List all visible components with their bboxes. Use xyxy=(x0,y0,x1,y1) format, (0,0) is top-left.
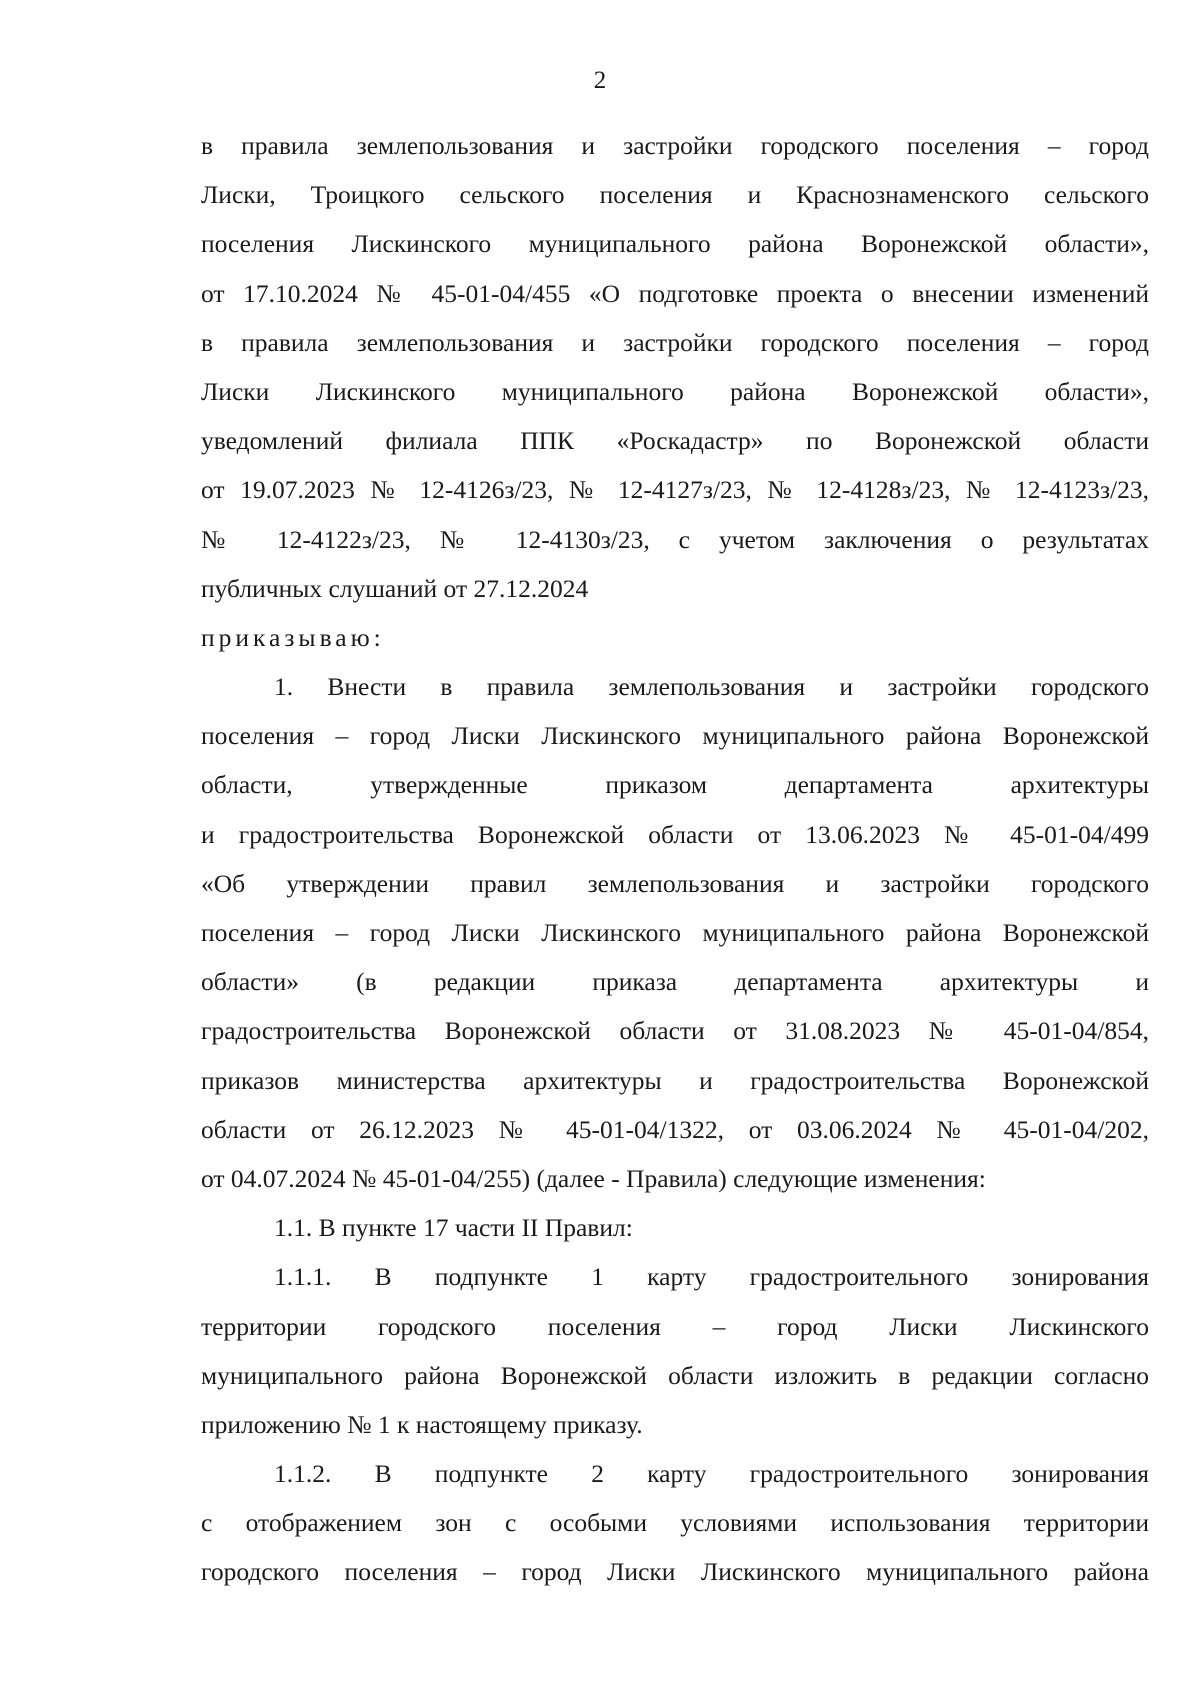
page-number: 2 xyxy=(593,67,607,94)
text-line: в правила землепользования и застройки городского поселения – город xyxy=(201,327,1149,357)
document-body xyxy=(201,121,1149,1597)
text-line: с отображением зон с особыми условиями использования территории xyxy=(201,1508,1149,1538)
text-line: городского поселения – город Лиски Лискинского муниципального района xyxy=(201,1557,1149,1587)
text-line: Лиски Лискинского муниципального района Воронежской области», xyxy=(201,376,1149,406)
text-line: 1. Внести в правила землепользования и застройки городского xyxy=(274,672,1149,702)
text-line: № 12-4122з/23, № 12-4130з/23, с учетом заключения о результатах xyxy=(201,524,1149,554)
text-line: публичных слушаний от 27.12.2024 xyxy=(201,573,589,603)
text-line: области, утвержденные приказом департамента архитектуры xyxy=(201,770,1149,800)
text-line: поселения Лискинского муниципального района Воронежской области», xyxy=(201,229,1149,259)
text-line: 1.1.1. В подпункте 1 карту градостроительного зонирования xyxy=(274,1262,1149,1292)
text-line: в правила землепользования и застройки городского поселения – город xyxy=(201,131,1149,160)
text-line: поселения – город Лиски Лискинского муниципального района Воронежской xyxy=(201,721,1149,751)
text-line: от 19.07.2023 № 12-4126з/23, № 12-4127з/23, № 12-4128з/23, № 12-4123з/23, xyxy=(201,475,1149,505)
text-line: приложению № 1 к настоящему приказу. xyxy=(201,1409,643,1439)
text-line: от 17.10.2024 № 45-01-04/455 «О подготовке проекта о внесении изменений xyxy=(201,278,1149,308)
text-line: поселения – город Лиски Лискинского муниципального района Воронежской xyxy=(201,918,1149,947)
text-line: Лиски, Троицкого сельского поселения и Краснознаменского сельского xyxy=(201,180,1149,210)
text-line: от 04.07.2024 № 45-01-04/255) (далее - Правила) следующие изменения: xyxy=(201,1163,986,1193)
text-line: области от 26.12.2023 № 45-01-04/1322, от 03.06.2024 № 45-01-04/202, xyxy=(201,1114,1149,1144)
text-line: муниципального района Воронежской области изложить в редакции согласно xyxy=(201,1360,1149,1390)
text-line: градостроительства Воронежской области от 31.08.2023 № 45-01-04/854, xyxy=(201,1016,1149,1046)
text-line: уведомлений филиала ППК «Роскадастр» по Воронежской области xyxy=(201,426,1149,456)
text-line: приказываю: xyxy=(201,622,385,652)
text-line: приказов министерства архитектуры и градостроительства Воронежской xyxy=(201,1065,1149,1095)
text-line: 1.1. В пункте 17 части II Правил: xyxy=(274,1213,633,1243)
text-line: 1.1.2. В подпункте 2 карту градостроительного зонирования xyxy=(274,1459,1149,1489)
text-line: территории городского поселения – город Лиски Лискинского xyxy=(201,1311,1149,1341)
text-line: «Об утверждении правил землепользования и застройки городского xyxy=(201,868,1149,898)
text-line: области» (в редакции приказа департамента архитектуры и xyxy=(201,967,1149,997)
text-line: и градостроительства Воронежской области от 13.06.2023 № 45-01-04/499 xyxy=(201,819,1149,849)
